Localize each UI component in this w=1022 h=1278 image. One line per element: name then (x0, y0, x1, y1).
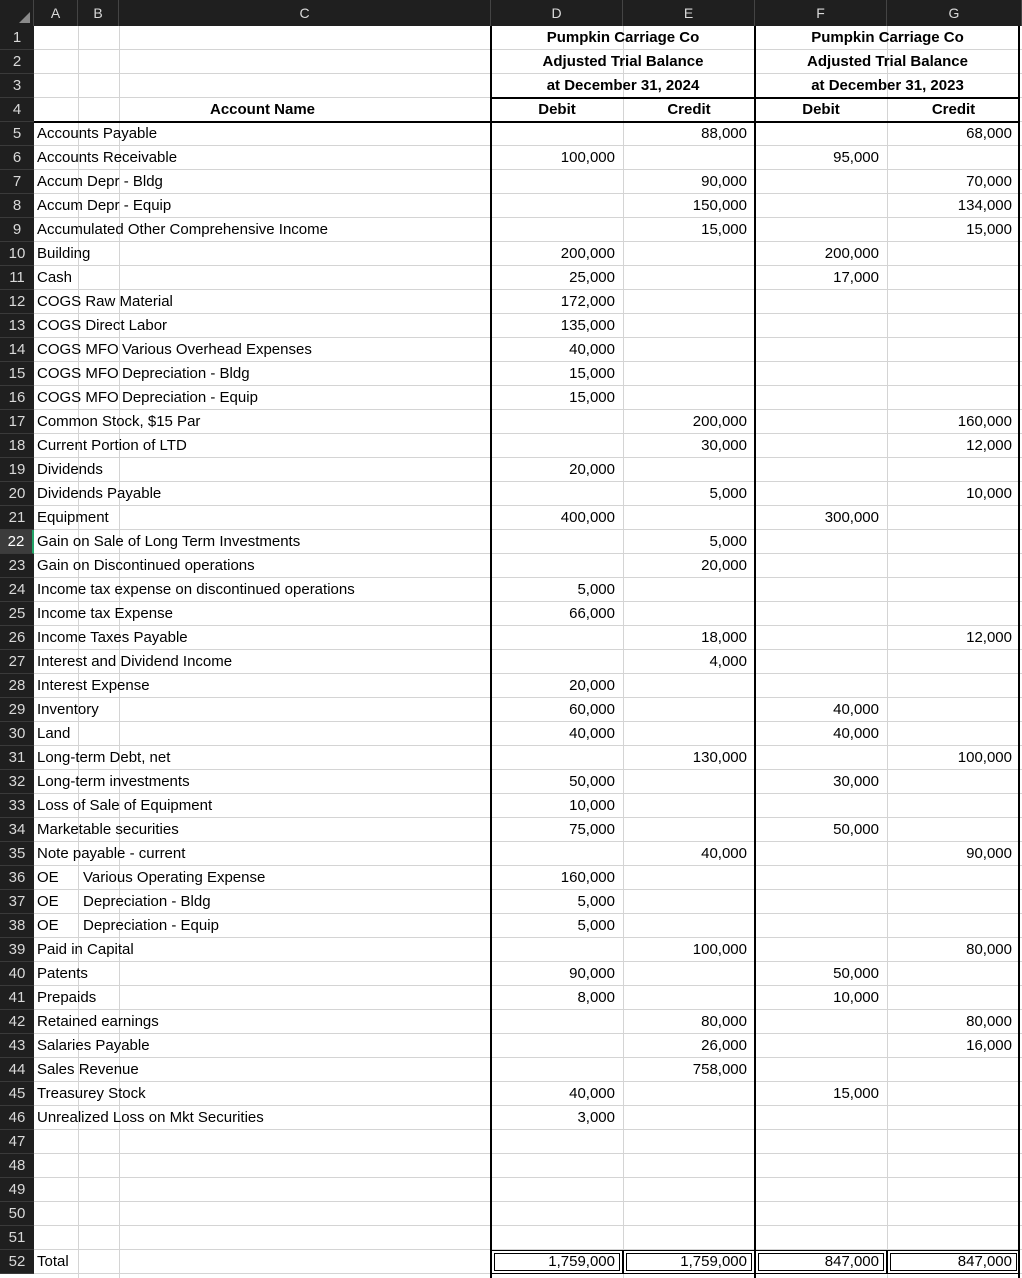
row-header-24[interactable]: 24 (0, 578, 34, 602)
row-header-45[interactable]: 45 (0, 1082, 34, 1106)
amount-d-cell[interactable]: 66,000 (569, 605, 615, 622)
amount-e-cell[interactable]: 130,000 (692, 749, 747, 766)
amount-e-cell[interactable]: 80,000 (701, 1013, 747, 1030)
row-header-35[interactable]: 35 (0, 842, 34, 866)
row-header-17[interactable]: 17 (0, 410, 34, 434)
account-name-cell[interactable]: OE (37, 893, 59, 910)
amount-d-cell[interactable]: 135,000 (560, 317, 615, 334)
account-name-cell[interactable]: Cash (37, 269, 73, 286)
header-date-2023: at December 31, 2023 (811, 77, 964, 94)
row-header-26[interactable]: 26 (0, 626, 34, 650)
amount-d-cell[interactable]: 172,000 (560, 293, 615, 310)
account-name-cell[interactable]: COGS MFO (37, 389, 119, 406)
account-name-cell[interactable]: COGS Raw Material (37, 293, 173, 310)
amount-d-cell[interactable]: 400,000 (560, 509, 615, 526)
row-header-28[interactable]: 28 (0, 674, 34, 698)
amount-g-cell[interactable]: 10,000 (966, 485, 1012, 502)
row-header-4[interactable]: 4 (0, 98, 34, 122)
amount-e-cell[interactable]: 4,000 (709, 653, 747, 670)
column-header-a[interactable]: A (34, 0, 78, 26)
header-debit-2023: Debit (802, 101, 840, 118)
account-name-cell[interactable]: Current Portion of LTD (37, 437, 187, 454)
row-header-46[interactable]: 46 (0, 1106, 34, 1130)
column-header-g[interactable]: G (887, 0, 1022, 26)
account-name-cell[interactable]: Treasurey Stock (37, 1085, 146, 1102)
account-name-cell[interactable]: Paid in Capital (37, 941, 134, 958)
row-header-14[interactable]: 14 (0, 338, 34, 362)
gridline-h (34, 1201, 1022, 1202)
account-name-cell[interactable]: OE (37, 869, 59, 886)
amount-d-cell[interactable]: 5,000 (577, 917, 615, 934)
amount-d-cell[interactable]: 160,000 (560, 869, 615, 886)
row-header-20[interactable]: 20 (0, 482, 34, 506)
account-name-cell[interactable]: COGS MFO (37, 341, 119, 358)
amount-f-cell[interactable]: 200,000 (824, 245, 879, 262)
total-d-cell[interactable]: 1,759,000 (548, 1253, 615, 1270)
gridline-h (34, 1153, 1022, 1154)
row-header-47[interactable]: 47 (0, 1130, 34, 1154)
amount-f-cell[interactable]: 15,000 (833, 1085, 879, 1102)
account-name-cell[interactable]: Note payable - current (37, 845, 186, 862)
header-debit-2024: Debit (538, 101, 576, 118)
account-name-cell[interactable]: Income Taxes Payable (37, 629, 188, 646)
row-header-7[interactable]: 7 (0, 170, 34, 194)
amount-d-cell[interactable]: 90,000 (569, 965, 615, 982)
row-header-44[interactable]: 44 (0, 1058, 34, 1082)
row-header-31[interactable]: 31 (0, 746, 34, 770)
row-header-43[interactable]: 43 (0, 1034, 34, 1058)
amount-f-cell[interactable]: 40,000 (833, 725, 879, 742)
account-subname-cell[interactable]: Depreciation - Bldg (83, 893, 211, 910)
row-header-48[interactable]: 48 (0, 1154, 34, 1178)
account-name-cell[interactable]: OE (37, 917, 59, 934)
column-header-f[interactable]: F (755, 0, 887, 26)
row-header-15[interactable]: 15 (0, 362, 34, 386)
row-header-32[interactable]: 32 (0, 770, 34, 794)
account-name-cell[interactable]: Gain on Discontinued operations (37, 557, 255, 574)
account-name-cell[interactable]: COGS MFO (37, 365, 119, 382)
amount-d-cell[interactable]: 8,000 (577, 989, 615, 1006)
row-header-30[interactable]: 30 (0, 722, 34, 746)
account-name-cell[interactable]: Dividends Payable (37, 485, 162, 502)
row-header-51[interactable]: 51 (0, 1226, 34, 1250)
row-header-23[interactable]: 23 (0, 554, 34, 578)
row-header-27[interactable]: 27 (0, 650, 34, 674)
amount-d-cell[interactable]: 5,000 (577, 581, 615, 598)
column-header-d[interactable]: D (491, 0, 623, 26)
amount-d-cell[interactable]: 5,000 (577, 893, 615, 910)
amount-e-cell[interactable]: 40,000 (701, 845, 747, 862)
gridline-h (34, 1225, 1022, 1226)
account-name-cell[interactable]: Accounts Payable (37, 125, 158, 142)
account-name-cell[interactable]: Prepaids (37, 989, 97, 1006)
row-header-12[interactable]: 12 (0, 290, 34, 314)
amount-d-cell[interactable]: 50,000 (569, 773, 615, 790)
row-header-50[interactable]: 50 (0, 1202, 34, 1226)
account-name-cell[interactable]: Interest and Dividend Income (37, 653, 233, 670)
account-name-cell[interactable]: Accumulated Other Comprehensive Income (37, 221, 328, 238)
account-name-cell[interactable]: Common Stock, $15 Par (37, 413, 201, 430)
row-header-39[interactable]: 39 (0, 938, 34, 962)
header-title-2024: Adjusted Trial Balance (542, 53, 704, 70)
account-name-cell[interactable]: Equipment (37, 509, 109, 526)
account-name-cell[interactable]: Income tax Expense (37, 605, 173, 622)
amount-d-cell[interactable]: 60,000 (569, 701, 615, 718)
amount-f-cell[interactable]: 95,000 (833, 149, 879, 166)
row-header-21[interactable]: 21 (0, 506, 34, 530)
account-name-cell[interactable]: Income tax expense on discontinued operations (37, 581, 355, 598)
row-header-33[interactable]: 33 (0, 794, 34, 818)
row-header-22[interactable]: 22 (0, 530, 34, 554)
account-name-cell[interactable]: Sales Revenue (37, 1061, 139, 1078)
account-name-cell[interactable]: Unrealized Loss on Mkt Securities (37, 1109, 264, 1126)
account-name-cell[interactable]: Accum Depr - Equip (37, 197, 172, 214)
row-header-1[interactable]: 1 (0, 26, 34, 50)
row-header-2[interactable]: 2 (0, 50, 34, 74)
row-header-29[interactable]: 29 (0, 698, 34, 722)
total-label: Total (37, 1253, 69, 1270)
amount-g-cell[interactable]: 12,000 (966, 437, 1012, 454)
total-f-cell[interactable]: 847,000 (824, 1253, 879, 1270)
amount-e-cell[interactable]: 90,000 (701, 173, 747, 190)
amount-d-cell[interactable]: 15,000 (569, 389, 615, 406)
amount-e-cell[interactable]: 26,000 (701, 1037, 747, 1054)
select-all-corner[interactable] (0, 0, 34, 26)
account-name-cell[interactable]: Accounts Receivable (37, 149, 178, 166)
amount-g-cell[interactable]: 15,000 (966, 221, 1012, 238)
amount-d-cell[interactable]: 100,000 (560, 149, 615, 166)
account-name-cell[interactable]: Long-term investments (37, 773, 190, 790)
amount-d-cell[interactable]: 15,000 (569, 365, 615, 382)
amount-f-cell[interactable]: 40,000 (833, 701, 879, 718)
row-header-34[interactable]: 34 (0, 818, 34, 842)
amount-d-cell[interactable]: 40,000 (569, 341, 615, 358)
amount-d-cell[interactable]: 20,000 (569, 677, 615, 694)
header-date-2024: at December 31, 2024 (546, 77, 700, 94)
account-name-cell[interactable]: COGS Direct Labor (37, 317, 168, 334)
row-header-18[interactable]: 18 (0, 434, 34, 458)
amount-d-cell[interactable]: 40,000 (569, 725, 615, 742)
amount-d-cell[interactable]: 25,000 (569, 269, 615, 286)
amount-e-cell[interactable]: 5,000 (709, 533, 747, 550)
amount-f-cell[interactable]: 50,000 (833, 821, 879, 838)
amount-g-cell[interactable]: 160,000 (957, 413, 1012, 430)
total-g-cell[interactable]: 847,000 (957, 1253, 1012, 1270)
account-name-cell[interactable]: Building (37, 245, 91, 262)
amount-g-cell[interactable]: 100,000 (957, 749, 1012, 766)
total-e-cell[interactable]: 1,759,000 (680, 1253, 747, 1270)
row-header-19[interactable]: 19 (0, 458, 34, 482)
amount-f-cell[interactable]: 50,000 (833, 965, 879, 982)
header-account-name: Account Name (209, 101, 316, 118)
header-credit-2024: Credit (667, 101, 711, 118)
column-header-b[interactable]: B (78, 0, 119, 26)
header-company-2023: Pumpkin Carriage Co (811, 29, 964, 46)
account-name-cell[interactable]: Loss of Sale of Equipment (37, 797, 213, 814)
account-name-cell[interactable]: Salaries Payable (37, 1037, 150, 1054)
row-header-37[interactable]: 37 (0, 890, 34, 914)
amount-e-cell[interactable]: 200,000 (692, 413, 747, 430)
amount-g-cell[interactable]: 80,000 (966, 941, 1012, 958)
amount-e-cell[interactable]: 20,000 (701, 557, 747, 574)
account-subname-cell[interactable]: Depreciation - Equip (122, 389, 258, 406)
column-header-c[interactable]: C (119, 0, 491, 26)
amount-f-cell[interactable]: 17,000 (833, 269, 879, 286)
row-header-41[interactable]: 41 (0, 986, 34, 1010)
amount-e-cell[interactable]: 100,000 (692, 941, 747, 958)
row-header-38[interactable]: 38 (0, 914, 34, 938)
row-header-10[interactable]: 10 (0, 242, 34, 266)
row-header-25[interactable]: 25 (0, 602, 34, 626)
account-subname-cell[interactable]: Depreciation - Equip (83, 917, 219, 934)
account-name-cell[interactable]: Patents (37, 965, 88, 982)
header-title-2023: Adjusted Trial Balance (807, 53, 968, 70)
account-name-cell[interactable]: Retained earnings (37, 1013, 159, 1030)
amount-e-cell[interactable]: 88,000 (701, 125, 747, 142)
account-name-cell[interactable]: Accum Depr - Bldg (37, 173, 163, 190)
amount-d-cell[interactable]: 10,000 (569, 797, 615, 814)
amount-g-cell[interactable]: 90,000 (966, 845, 1012, 862)
amount-g-cell[interactable]: 68,000 (966, 125, 1012, 142)
amount-e-cell[interactable]: 15,000 (701, 221, 747, 238)
amount-d-cell[interactable]: 200,000 (560, 245, 615, 262)
header-credit-2023: Credit (931, 101, 976, 118)
row-header-6[interactable]: 6 (0, 146, 34, 170)
account-name-cell[interactable]: Interest Expense (37, 677, 150, 694)
amount-g-cell[interactable]: 12,000 (966, 629, 1012, 646)
row-header-40[interactable]: 40 (0, 962, 34, 986)
gridline-h (34, 1177, 1022, 1178)
row-header-5[interactable]: 5 (0, 122, 34, 146)
amount-f-cell[interactable]: 300,000 (824, 509, 879, 526)
amount-d-cell[interactable]: 3,000 (577, 1109, 615, 1126)
row-header-16[interactable]: 16 (0, 386, 34, 410)
row-header-36[interactable]: 36 (0, 866, 34, 890)
account-subname-cell[interactable]: Various Operating Expense (83, 869, 266, 886)
amount-d-cell[interactable]: 40,000 (569, 1085, 615, 1102)
row-header-13[interactable]: 13 (0, 314, 34, 338)
account-subname-cell[interactable]: Depreciation - Bldg (122, 365, 250, 382)
amount-e-cell[interactable]: 5,000 (709, 485, 747, 502)
amount-d-cell[interactable]: 20,000 (569, 461, 615, 478)
account-name-cell[interactable]: Dividends (37, 461, 103, 478)
row-header-3[interactable]: 3 (0, 74, 34, 98)
amount-e-cell[interactable]: 18,000 (701, 629, 747, 646)
amount-e-cell[interactable]: 30,000 (701, 437, 747, 454)
account-subname-cell[interactable]: Various Overhead Expenses (122, 341, 312, 358)
account-name-cell[interactable]: Land (37, 725, 71, 742)
amount-f-cell[interactable]: 10,000 (833, 989, 879, 1006)
amount-g-cell[interactable]: 70,000 (966, 173, 1012, 190)
account-name-cell[interactable]: Gain on Sale of Long Term Investments (37, 533, 301, 550)
amount-g-cell[interactable]: 134,000 (957, 197, 1012, 214)
amount-d-cell[interactable]: 75,000 (569, 821, 615, 838)
account-name-cell[interactable]: Inventory (37, 701, 99, 718)
row-header-8[interactable]: 8 (0, 194, 34, 218)
header-company-2024: Pumpkin Carriage Co (546, 29, 700, 46)
row-header-42[interactable]: 42 (0, 1010, 34, 1034)
account-name-cell[interactable]: Marketable securities (37, 821, 179, 838)
amount-g-cell[interactable]: 80,000 (966, 1013, 1012, 1030)
amount-e-cell[interactable]: 150,000 (692, 197, 747, 214)
column-header-e[interactable]: E (623, 0, 755, 26)
row-header-52[interactable]: 52 (0, 1250, 34, 1274)
amount-e-cell[interactable]: 758,000 (692, 1061, 747, 1078)
row-header-49[interactable]: 49 (0, 1178, 34, 1202)
row-header-9[interactable]: 9 (0, 218, 34, 242)
amount-g-cell[interactable]: 16,000 (966, 1037, 1012, 1054)
account-name-cell[interactable]: Long-term Debt, net (37, 749, 171, 766)
row-header-11[interactable]: 11 (0, 266, 34, 290)
amount-f-cell[interactable]: 30,000 (833, 773, 879, 790)
